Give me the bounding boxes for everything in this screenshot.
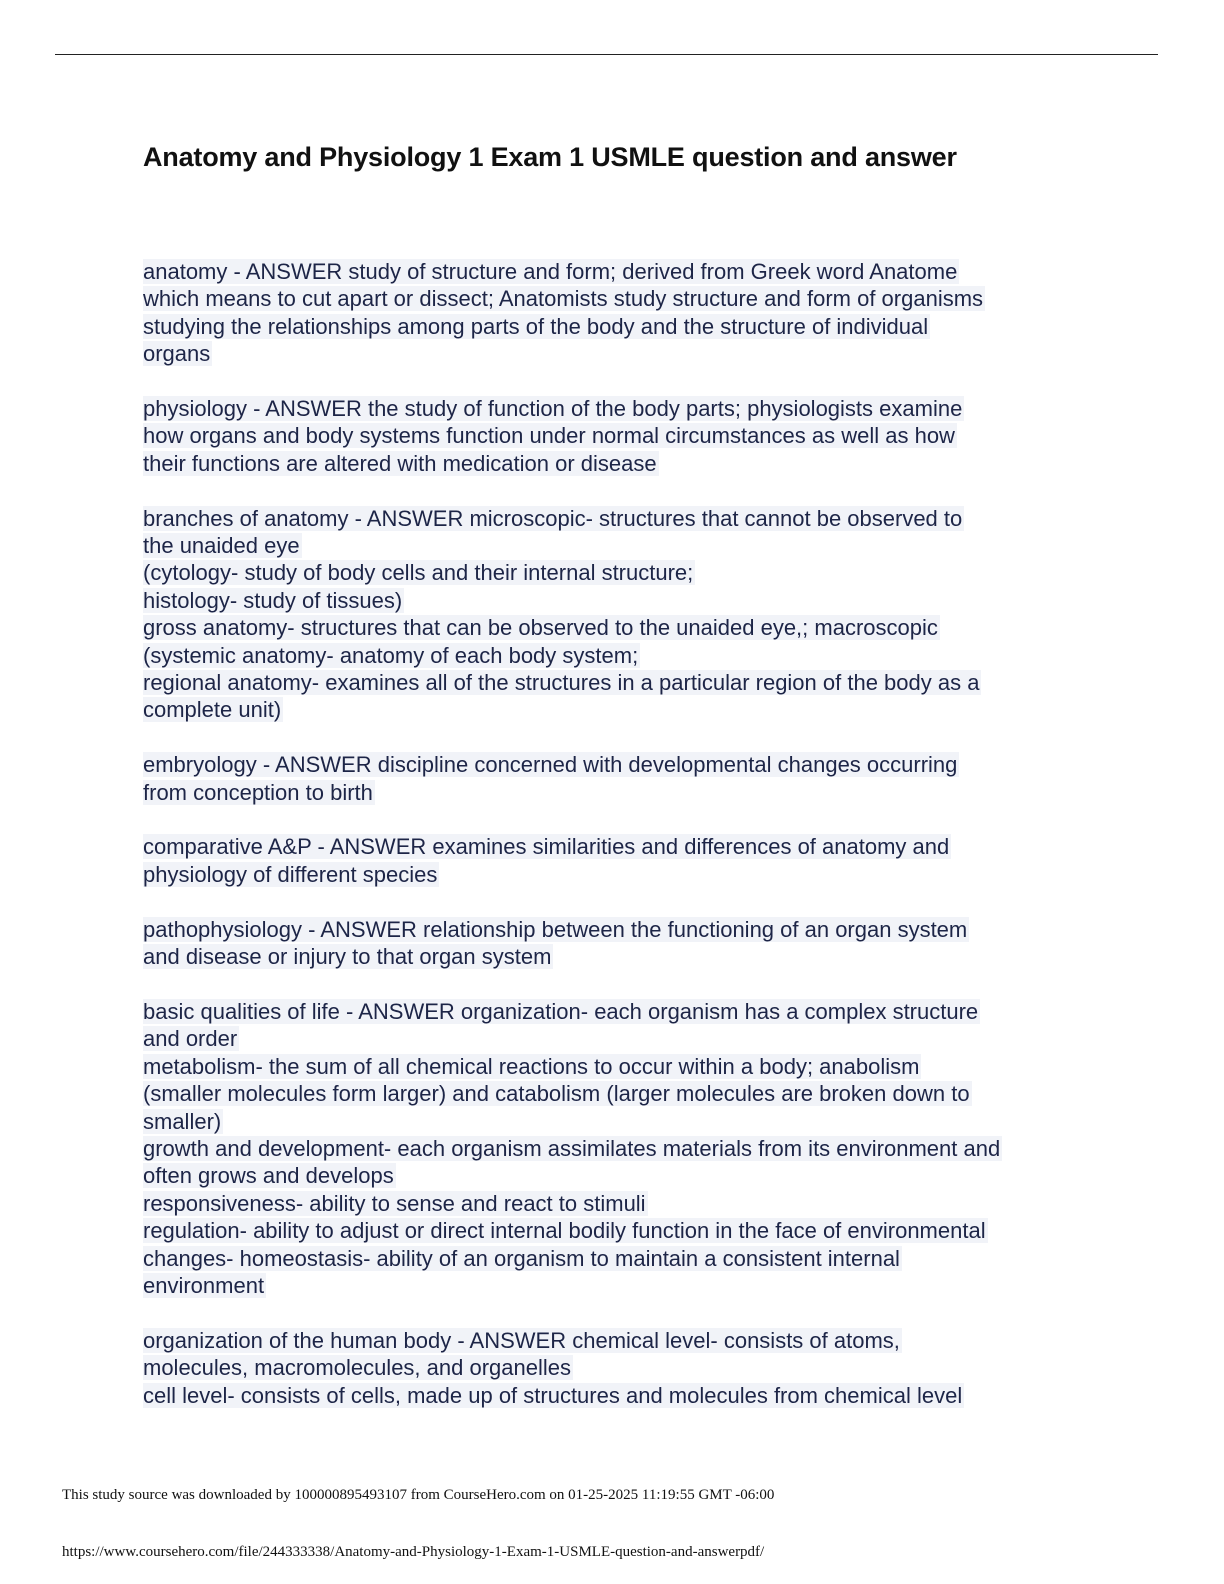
- qa-line: (systemic anatomy- anatomy of each body system;: [143, 642, 639, 668]
- qa-line: changes- homeostasis- ability of an organism to maintain a consistent internal: [143, 1245, 900, 1271]
- qa-line: (cytology- study of body cells and their internal structure;: [143, 560, 694, 586]
- qa-content: [143, 258, 1083, 1436]
- qa-line: how organs and body systems function under normal circumstances as well as how: [143, 423, 955, 449]
- qa-entry-pathophysiology: [143, 916, 1083, 971]
- qa-line: often grows and develops: [143, 1163, 394, 1189]
- qa-line: physiology - ANSWER the study of function of the body parts; physiologists examine: [143, 396, 963, 422]
- download-source-notice: This study source was downloaded by 100000895493107 from CourseHero.com on 01-25-2025 11:19:55 GMT -06:00: [62, 1487, 775, 1503]
- qa-line: responsiveness- ability to sense and react to stimuli: [143, 1190, 646, 1216]
- document-title: Anatomy and Physiology 1 Exam 1 USMLE question and answer: [143, 142, 957, 172]
- qa-entry-comparative-ap: [143, 833, 1083, 888]
- qa-line: their functions are altered with medication or disease: [143, 450, 657, 476]
- document-url: https://www.coursehero.com/file/244333338/Anatomy-and-Physiology-1-Exam-1-USMLE-question-and-answerpdf/: [62, 1544, 765, 1560]
- qa-line: histology- study of tissues): [143, 587, 403, 613]
- qa-line: environment: [143, 1272, 265, 1298]
- qa-line: regional anatomy- examines all of the structures in a particular region of the body as a: [143, 670, 980, 696]
- qa-line: studying the relationships among parts of the body and the structure of individual: [143, 313, 929, 339]
- qa-entry-physiology: [143, 395, 1083, 477]
- qa-line: smaller): [143, 1108, 222, 1134]
- qa-line: (smaller molecules form larger) and catabolism (larger molecules are broken down to: [143, 1081, 970, 1107]
- qa-line: pathophysiology - ANSWER relationship between the functioning of an organ system: [143, 916, 968, 942]
- qa-line: and order: [143, 1026, 238, 1052]
- qa-line: growth and development- each organism assimilates materials from its environment and: [143, 1135, 1001, 1161]
- qa-line: molecules, macromolecules, and organelles: [143, 1355, 571, 1381]
- qa-line: and disease or injury to that organ system: [143, 944, 552, 970]
- qa-line: cell level- consists of cells, made up of structures and molecules from chemical level: [143, 1382, 963, 1408]
- qa-line: the unaided eye: [143, 533, 300, 559]
- qa-line: comparative A&P - ANSWER examines similarities and differences of anatomy and: [143, 834, 950, 860]
- qa-line: from conception to birth: [143, 779, 373, 805]
- qa-line: which means to cut apart or dissect; Anatomists study structure and form of organisms: [143, 286, 984, 312]
- qa-line: basic qualities of life - ANSWER organization- each organism has a complex structure: [143, 998, 979, 1024]
- qa-line: complete unit): [143, 697, 282, 723]
- qa-entry-organization-of-human-body: [143, 1327, 1083, 1409]
- qa-line: regulation- ability to adjust or direct internal bodily function in the face of environmental: [143, 1218, 986, 1244]
- qa-line: physiology of different species: [143, 861, 438, 887]
- qa-entry-anatomy: [143, 258, 1083, 368]
- qa-entry-branches-of-anatomy: [143, 505, 1083, 724]
- qa-line: organization of the human body - ANSWER chemical level- consists of atoms,: [143, 1327, 900, 1353]
- qa-line: gross anatomy- structures that can be observed to the unaided eye,; macroscopic: [143, 615, 938, 641]
- qa-line: organs: [143, 341, 211, 367]
- qa-entry-embryology: [143, 751, 1083, 806]
- qa-line: branches of anatomy - ANSWER microscopic- structures that cannot be observed to: [143, 505, 963, 531]
- qa-line: metabolism- the sum of all chemical reactions to occur within a body; anabolism: [143, 1053, 920, 1079]
- qa-line: anatomy - ANSWER study of structure and form; derived from Greek word Anatome: [143, 259, 958, 284]
- header-rule: [55, 54, 1158, 55]
- qa-line: embryology - ANSWER discipline concerned with developmental changes occurring: [143, 752, 958, 778]
- qa-entry-basic-qualities-of-life: [143, 998, 1083, 1299]
